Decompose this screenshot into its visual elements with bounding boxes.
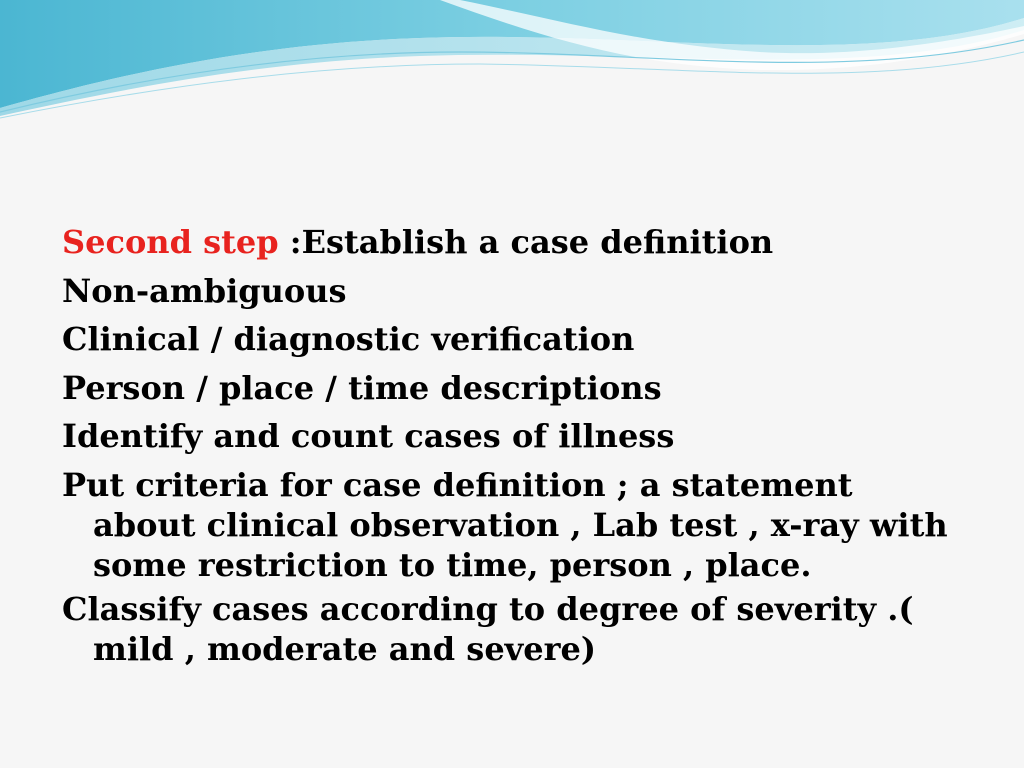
bullet-line-3: Person / place / time descriptions — [62, 368, 662, 407]
heading-line — [62, 218, 962, 267]
bullet-line-6: Classify cases according to degree of severity .( mild , moderate and severe) — [62, 589, 914, 668]
bullet-line-1: Non-ambiguous — [62, 271, 347, 310]
bullet-line-4: Identify and count cases of illness — [62, 417, 675, 455]
bullet-line-5: Put criteria for case definition ; a statement about clinical observation , Lab test , x-ray with some restriction to time, person , place. — [62, 465, 948, 584]
slide-body — [62, 218, 962, 673]
heading-accent: Second step — [62, 223, 279, 261]
bullet-line-2: Clinical / diagnostic verification — [62, 320, 635, 358]
heading-rest: :Establish a case definition — [278, 223, 774, 261]
header-wave-decoration — [0, 0, 1024, 130]
